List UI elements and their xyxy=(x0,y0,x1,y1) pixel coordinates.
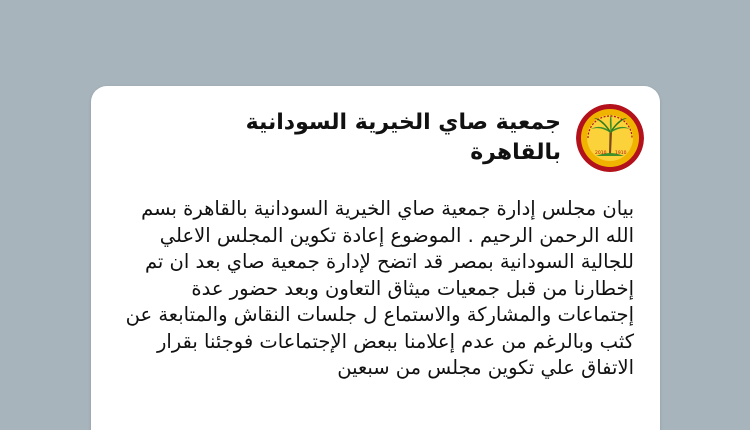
avatar-year-right: 1910 xyxy=(615,151,627,156)
palm-tree-logo-icon xyxy=(576,104,644,172)
post-header xyxy=(107,102,644,174)
post-body-text: بيان مجلس إدارة جمعية صاي الخيرية السودانية بالقاهرة بسم الله الرحمن الرحيم . الموضوع إعادة تكوين المجلس الاعلي للجالية السودانية بمصر قد اتضح لإدارة جمعية صاي بعد ان تم إخطارنا من قبل جمعيات ميثاق التعاون وبعد حضور عدة إجتماعات والمشاركة والاستماع ل جلسات النقاش والمتابعة عن كثب وبالرغم من عدم إعلامنا ببعض الإجتماعات فوجئنا بقرار الاتفاق علي تكوين مجلس من سبعين xyxy=(125,197,634,379)
author-name[interactable]: جمعية صاي الخيرية السودانية بالقاهرة xyxy=(245,110,561,165)
post-card xyxy=(91,86,660,430)
avatar-year-left: 2010 xyxy=(595,151,607,156)
avatar[interactable] xyxy=(576,104,644,172)
